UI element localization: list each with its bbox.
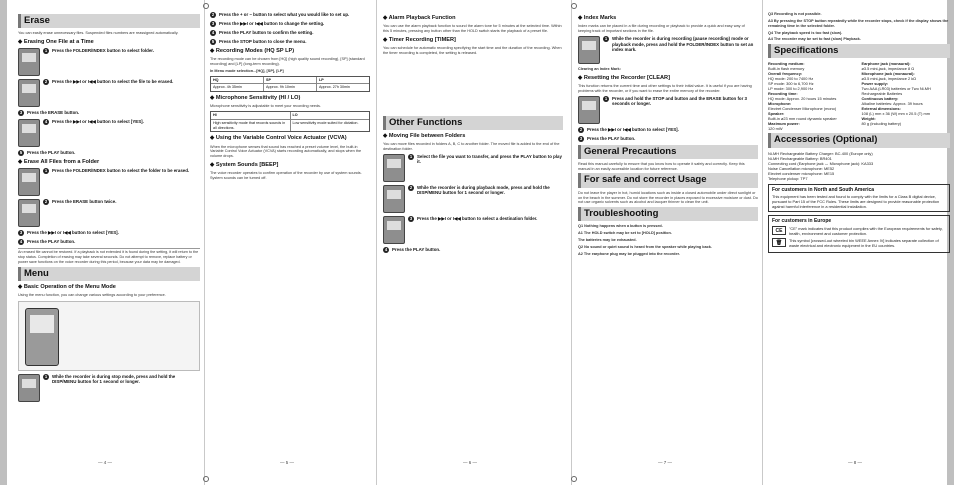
reset-text: This function returns the current time and other settings to their initial value. It is useful if you are having problems with the recorder, or if you want to erase the entire memory of the recorder. <box>578 83 752 93</box>
spec-label: Maximum power: <box>768 121 800 127</box>
step-text: Press the ▶▶I or I◀◀ button to select the file to be erased. <box>52 79 174 85</box>
erase-intro: You can easily erase unnecessary files. Suspended files numbers are reassigned automatically. <box>18 31 179 36</box>
step-text: Press the PLAY button to confirm the setting. <box>219 30 314 35</box>
faq-line: Q2 No sound or quiet sound is heard from the speaker while playing back. <box>578 244 712 249</box>
crop-mark-icon <box>571 476 577 482</box>
table-cell: HI <box>211 112 291 119</box>
step <box>18 199 200 227</box>
step <box>18 119 200 147</box>
heading-text: Index Marks <box>583 15 617 21</box>
table-cell: Approx. 4h 35min <box>211 84 264 91</box>
heading-text: Alarm Playback Function <box>388 15 456 21</box>
step <box>210 39 370 45</box>
table-row <box>211 84 369 91</box>
spec-label: Continuous battery: <box>861 96 899 102</box>
step <box>18 239 200 245</box>
accessory-line: Connecting cord (Earphone jack ↔ Microphone jack): KA333 <box>768 160 874 166</box>
step-number: 4 <box>384 246 388 252</box>
crop-mark-icon <box>203 3 209 9</box>
step-text: Press the ▶▶I or I◀◀ button to select [YES]. <box>587 126 679 132</box>
step-number: 2 <box>579 126 583 132</box>
heading-erase-all: ◆ Erase All Files from a Folder <box>18 159 100 166</box>
crop-mark-icon <box>571 3 577 9</box>
step <box>383 247 563 253</box>
step-text: Press the PLAY button. <box>27 239 76 245</box>
recorder-icon <box>383 216 405 244</box>
step-text: Select the file you want to transfer, and press the PLAY button to play it. <box>417 153 562 165</box>
step-number: 1 <box>604 95 608 101</box>
recorder-display-icon <box>30 315 54 333</box>
step-number: 5 <box>19 150 23 156</box>
recorder-icon <box>18 48 40 76</box>
heading-text: System Sounds [BEEP] <box>215 162 279 169</box>
page-menu-settings <box>210 12 370 474</box>
fold-line <box>762 0 763 485</box>
step-text: While the recorder is during stop mode, press and hold the DISP/MENU button for 1 second or longer. <box>52 373 176 385</box>
step-text: Press the ▶▶I or I◀◀ button to select [YES]. <box>27 230 119 236</box>
vcva-text: When the microphone senses that sound has reached a preset volume level, the built-in Variable Control Voice Actuator (VCVA) starts recording automatically, and stops when the volume drops. <box>210 144 362 159</box>
step <box>383 185 563 213</box>
step-text: Press the ▶▶I or I◀◀ button to select a destination folder. <box>417 215 538 221</box>
heading-text: Erasing One File at a Time <box>23 39 94 46</box>
section-title-safe-usage: For safe and correct Usage <box>578 173 758 187</box>
page-number: — 4 — <box>98 460 113 466</box>
crop-mark-icon <box>203 476 209 482</box>
recorder-icon <box>18 168 40 196</box>
step <box>18 230 200 236</box>
europe-title: For customers in Europe <box>772 218 832 224</box>
heading-text: Using the Variable Control Voice Actuator (VCVA) <box>215 135 347 142</box>
table-cell: Approx. 9h 10min <box>264 84 317 91</box>
spec-value: LP mode: 300 to 2,900 Hz <box>768 86 814 92</box>
ce-text: "CE" mark indicates that this product complies with the European requirements for safety, health, environment and customer protection. <box>789 226 943 237</box>
spec-label: Speaker: <box>768 111 785 117</box>
table-cell: SP <box>264 77 317 84</box>
step <box>210 12 370 18</box>
weee-notice <box>772 238 946 248</box>
heading-system-sounds: ◆ System Sounds [BEEP] <box>210 162 279 169</box>
spec-value: SP mode: 300 to 6,700 Hz <box>768 81 814 87</box>
move-files-text: You can move files recorded in folders A, B, C to another folder. The moved file is added to the end of the destination folder. <box>383 142 560 151</box>
section-title-other: Other Functions <box>383 116 563 130</box>
table-row <box>211 120 369 131</box>
step-number: 4 <box>211 30 215 35</box>
faq-line: Q3 Recording is not possible. <box>768 12 822 16</box>
heading-text: Moving File between Folders <box>388 132 466 139</box>
erase-notes: An erased file cannot be restored. If a playback is not extended it is found during the setting, it will return to the stop status. Completion of erasing may take several seconds. Do not attempt to remove, replace battery or power save functions on the voice recorder during this period, because your data may be damaged. <box>18 250 199 264</box>
step-number: 3 <box>211 21 215 26</box>
section-title-specifications: Specifications <box>768 44 950 58</box>
page-number: — 6 — <box>463 460 478 466</box>
accessory-line: Telephone pickup: TP7 <box>768 175 808 181</box>
north-america-text: This equipment has been tested and found to comply with the limits for a Class B digital device, pursuant to Part 15 of the FCC Rules. These limits are designed to provide reasonable protection against harmful interference in a residential installation. <box>772 194 940 209</box>
step-text: Press the PLAY button. <box>392 246 441 252</box>
recorder-diagram <box>18 301 200 371</box>
spec-label: Recording time: <box>768 91 798 97</box>
table-cell: LP <box>319 77 324 82</box>
heading-move-files: ◆ Moving File between Folders <box>383 132 466 139</box>
step-number: 2 <box>44 79 48 85</box>
recorder-icon <box>383 154 405 182</box>
section-title-erase: Erase <box>18 14 200 28</box>
faq-line: The batteries may be exhausted. <box>578 238 637 243</box>
step <box>578 136 758 142</box>
spec-value: Built-in flash memory <box>768 66 805 72</box>
ce-mark-icon: CE <box>772 226 786 235</box>
step-text: While the recorder is during recording (pause recording) mode or playback mode, press and hold the FOLDER/INDEX button to set an index mark. <box>612 35 754 53</box>
page-specifications <box>768 12 950 474</box>
step-text: While the recorder is during playback mode, press and hold the DISP/MENU button for 1 second or longer. <box>417 184 550 196</box>
heading-vcva: ◆ Using the Variable Control Voice Actuator (VCVA) <box>210 135 347 142</box>
europe-box <box>768 215 950 253</box>
step-number: 2 <box>409 184 413 190</box>
table-cell: HQ <box>211 77 264 84</box>
table-row <box>211 77 369 85</box>
heading-mic-sensitivity: ◆ Microphone Sensitivity (HI / LO) <box>210 95 301 102</box>
accessory-line: Noise Cancellation microphone: ME52 <box>768 165 835 171</box>
step <box>210 21 370 27</box>
step-text: Press the FOLDER/INDEX button to select the folder to be erased. <box>52 168 190 174</box>
step-number: 3 <box>19 110 23 116</box>
page-number: — 7 — <box>658 460 673 466</box>
step-text: Press the STOP button to close the menu. <box>219 39 307 44</box>
step-number: 1 <box>44 48 48 54</box>
spec-label: Microphone: <box>768 101 792 107</box>
spec-value: Electret Condenser Microphone (mono) <box>768 106 837 112</box>
spec-columns <box>768 61 950 131</box>
step-number: 3 <box>409 215 413 221</box>
step-text: Press the PLAY button. <box>587 135 636 141</box>
timer-text: You can schedule for automatic recording specifying the start time and the duration of the recording. When the timer recording is completed, the setting is released. <box>383 46 562 55</box>
index-clear-heading: Clearing an Index Mark: <box>578 66 621 71</box>
recorder-icon <box>18 79 40 107</box>
table-cell: Low sensitivity mode suited for dictation. <box>292 120 359 125</box>
spec-value: Two AAA (LR03) batteries or Two Ni-MH Rechargeable Batteries <box>861 86 931 97</box>
heading-text: Basic Operation of the Menu Mode <box>23 283 116 290</box>
page-index-precautions <box>578 12 758 474</box>
system-sounds-text: The voice recorder operates to confirm operation of the recorder by use of system sounds. System sounds can be turned off. <box>210 171 362 181</box>
mic-sensitivity-table <box>210 111 370 132</box>
accessory-line: Ni-MH Rechargeable Battery: BR401 <box>768 155 832 161</box>
section-title-precautions: General Precautions <box>578 145 758 159</box>
spec-value: HQ mode: Approx. 20 hours 15 minutes <box>768 96 837 102</box>
weee-text: This symbol [crossed-out wheeled bin WEEE Annex IV] indicates separate collection of waste electrical and electronic equipment in the EU countries. <box>789 238 939 249</box>
step <box>18 79 200 107</box>
faq-line: A3 By pressing the STOP button repeatedly while the recorder stops, check if the display shows the remaining time in the selected folder. <box>768 18 949 28</box>
step-text: Press the ▶▶I or I◀◀ button to change the setting. <box>219 21 325 26</box>
spec-value: ø3.5 mini-jack, impedance 2 kΩ <box>861 76 917 82</box>
recorder-icon <box>18 119 40 147</box>
faq-line: A4 The recorder may be set to fast (slow) Playback. <box>768 37 861 42</box>
heading-reset: ◆ Resetting the Recorder [CLEAR] <box>578 74 670 81</box>
recorder-icon <box>578 36 600 64</box>
heading-erase-one: ◆ Erasing One File at a Time <box>18 39 94 46</box>
step-text: Press the ERASE button twice. <box>52 199 117 205</box>
spec-value: HQ mode: 200 to 7400 Hz <box>768 76 814 82</box>
step-number: 1 <box>604 35 608 41</box>
recorder-icon <box>18 199 40 227</box>
step <box>18 150 200 156</box>
step-number: 5 <box>211 39 215 44</box>
section-title-accessories: Accessories (Optional) <box>768 133 950 147</box>
page-alarm-timer <box>383 12 563 474</box>
step-number: 1 <box>44 373 48 379</box>
heading-index-marks: ◆ Index Marks <box>578 15 617 21</box>
step <box>578 127 758 133</box>
ce-notice <box>772 226 946 236</box>
fold-line <box>571 0 572 485</box>
step-text: Press the FOLDER/INDEX button to select folder. <box>52 48 154 54</box>
page-number: — 8 — <box>848 460 863 466</box>
spec-value: 120 mW <box>768 126 783 132</box>
menu-intro: Using the menu function, you can change various settings according to your preference. <box>18 292 166 297</box>
heading-text: Timer Recording [TIMER] <box>388 36 456 43</box>
section-title-troubleshooting: Troubleshooting <box>578 207 758 221</box>
recording-mode-table <box>210 76 370 92</box>
heading-recording-modes: ◆ Recording Modes (HQ SP LP) <box>210 48 295 54</box>
page-erase-menu <box>18 12 200 474</box>
index-text: Index marks can be placed in a file during recording or playback to provide a quick and easy way of keeping track of important sections in the file. <box>578 24 745 34</box>
step <box>18 110 200 116</box>
faq-line: A2 The earphone plug may be plugged into the recorder. <box>578 251 680 256</box>
north-america-title: For customers in North and South America <box>772 186 875 193</box>
spec-label: Overall frequency: <box>768 71 803 77</box>
spec-label: External dimensions: <box>861 106 901 112</box>
step-text: Press the ▶▶I or I◀◀ button to select [YES]. <box>52 119 144 125</box>
step-number: 3 <box>19 230 23 236</box>
step-number: 4 <box>19 239 23 245</box>
step <box>18 374 200 402</box>
heading-text: Resetting the Recorder [CLEAR] <box>583 74 670 81</box>
heading-text: Erase All Files from a Folder <box>23 159 100 166</box>
step-number: 2 <box>44 199 48 205</box>
fold-line <box>376 0 377 485</box>
precautions-text: Read this manual carefully to ensure that you know how to operate it safely and correctly. Keep this manual in an easily accessible location for future reference. <box>578 161 745 171</box>
page-number: — 5 — <box>280 460 295 466</box>
mic-sensitivity-text: Microphone sensitivity is adjustable to meet your recording needs. <box>210 104 322 109</box>
step <box>210 30 370 36</box>
step-number: 4 <box>44 119 48 125</box>
spec-label: Power supply: <box>861 81 889 87</box>
fold-line <box>204 0 205 485</box>
recorder-icon <box>383 185 405 213</box>
spec-value: ø3.5 mini-jack, impedance 8 Ω <box>861 66 915 72</box>
heading-text: Recording Modes (HQ SP LP) <box>215 48 295 54</box>
step-text: Press the PLAY button. <box>27 150 76 156</box>
north-america-box <box>768 184 950 212</box>
step <box>18 48 200 76</box>
table-cell: LO <box>292 113 298 118</box>
table-cell: High sensitivity mode that records sounds in all directions. <box>211 120 291 131</box>
spec-value: Alkaline batteries: Approx. 39 hours <box>861 101 923 107</box>
spec-left <box>768 61 857 131</box>
step-text: Press the + or − button to select what you would like to set up. <box>219 12 350 17</box>
recording-modes-text: The recording mode can be chosen from [HQ] (high quality sound recording), [SP] (standard recording) and [LP] (long-term recording). <box>210 57 365 67</box>
step <box>383 154 563 182</box>
left-edge-bar <box>0 0 7 485</box>
spec-right <box>862 61 951 131</box>
step-number: 1 <box>44 168 48 174</box>
faq-line: Q4 The playback speed is too fast (slow). <box>768 30 843 35</box>
step <box>578 96 758 124</box>
step <box>578 36 758 64</box>
heading-menu-basic: ◆ Basic Operation of the Menu Mode <box>18 283 116 290</box>
spec-value: 108 (L) mm x 36 (W) mm x 20.5 (T) mm <box>861 111 931 117</box>
spec-label: Recording medium: <box>768 61 805 67</box>
spec-label: Weight: <box>861 116 876 122</box>
step <box>383 216 563 244</box>
faq-line: A1 The HOLD switch may be set to [HOLD] position. <box>578 231 672 236</box>
accessory-line: Ni-MH Rechargeable Battery Charger: BC-400 (Europe only) <box>768 150 873 156</box>
recorder-icon <box>18 374 40 402</box>
step <box>18 168 200 196</box>
spec-label: Microphone jack (monaural): <box>861 71 915 77</box>
spec-label: Earphone jack (monaural): <box>861 61 911 67</box>
spec-value: 80 g (including battery) <box>861 121 902 127</box>
safe-usage-text: Do not leave the player in hot, humid locations such as inside a closed automobile under direct sunlight or on the beach in the summer. Do not store the recorder in places exposed to excessive moisture or dust. Do not use organic solvents such as alcohol and lacquer thinner to clean the unit. <box>578 190 758 205</box>
heading-alarm: ◆ Alarm Playback Function <box>383 15 456 21</box>
step-number: 1 <box>409 153 413 159</box>
spec-value: Built-in ø23 mm round dynamic speaker <box>768 116 837 122</box>
heading-text: Microphone Sensitivity (HI / LO) <box>215 95 301 102</box>
weee-bin-icon: 🗑 <box>772 238 786 247</box>
step-text: Press the ERASE button. <box>27 110 80 116</box>
recorder-illustration <box>25 308 59 366</box>
faq-line: Q1 Nothing happens when a button is pressed. <box>578 224 663 229</box>
accessory-line: Electret condenser microphone: ME15 <box>768 170 835 176</box>
section-title-menu: Menu <box>18 267 200 281</box>
heading-timer: ◆ Timer Recording [TIMER] <box>383 36 456 43</box>
step-text: Press and hold the STOP and button and the ERASE button for 3 seconds or longer. <box>612 95 747 107</box>
recorder-icon <box>578 96 600 124</box>
table-cell: Approx. 27h 30min <box>319 85 350 90</box>
step-number: 3 <box>579 135 583 141</box>
table-row <box>211 112 369 120</box>
alarm-text: You can use the alarm playback function to sound the alarm tone for 5 minutes at the selected time. Within this 5 minutes, pressing any button other than the HOLD switch starts the playback of a preset file. <box>383 24 562 34</box>
recording-modes-select: In Menu mode selection...[HQ], [SP], [LP] <box>210 68 284 73</box>
step-number: 2 <box>211 12 215 17</box>
